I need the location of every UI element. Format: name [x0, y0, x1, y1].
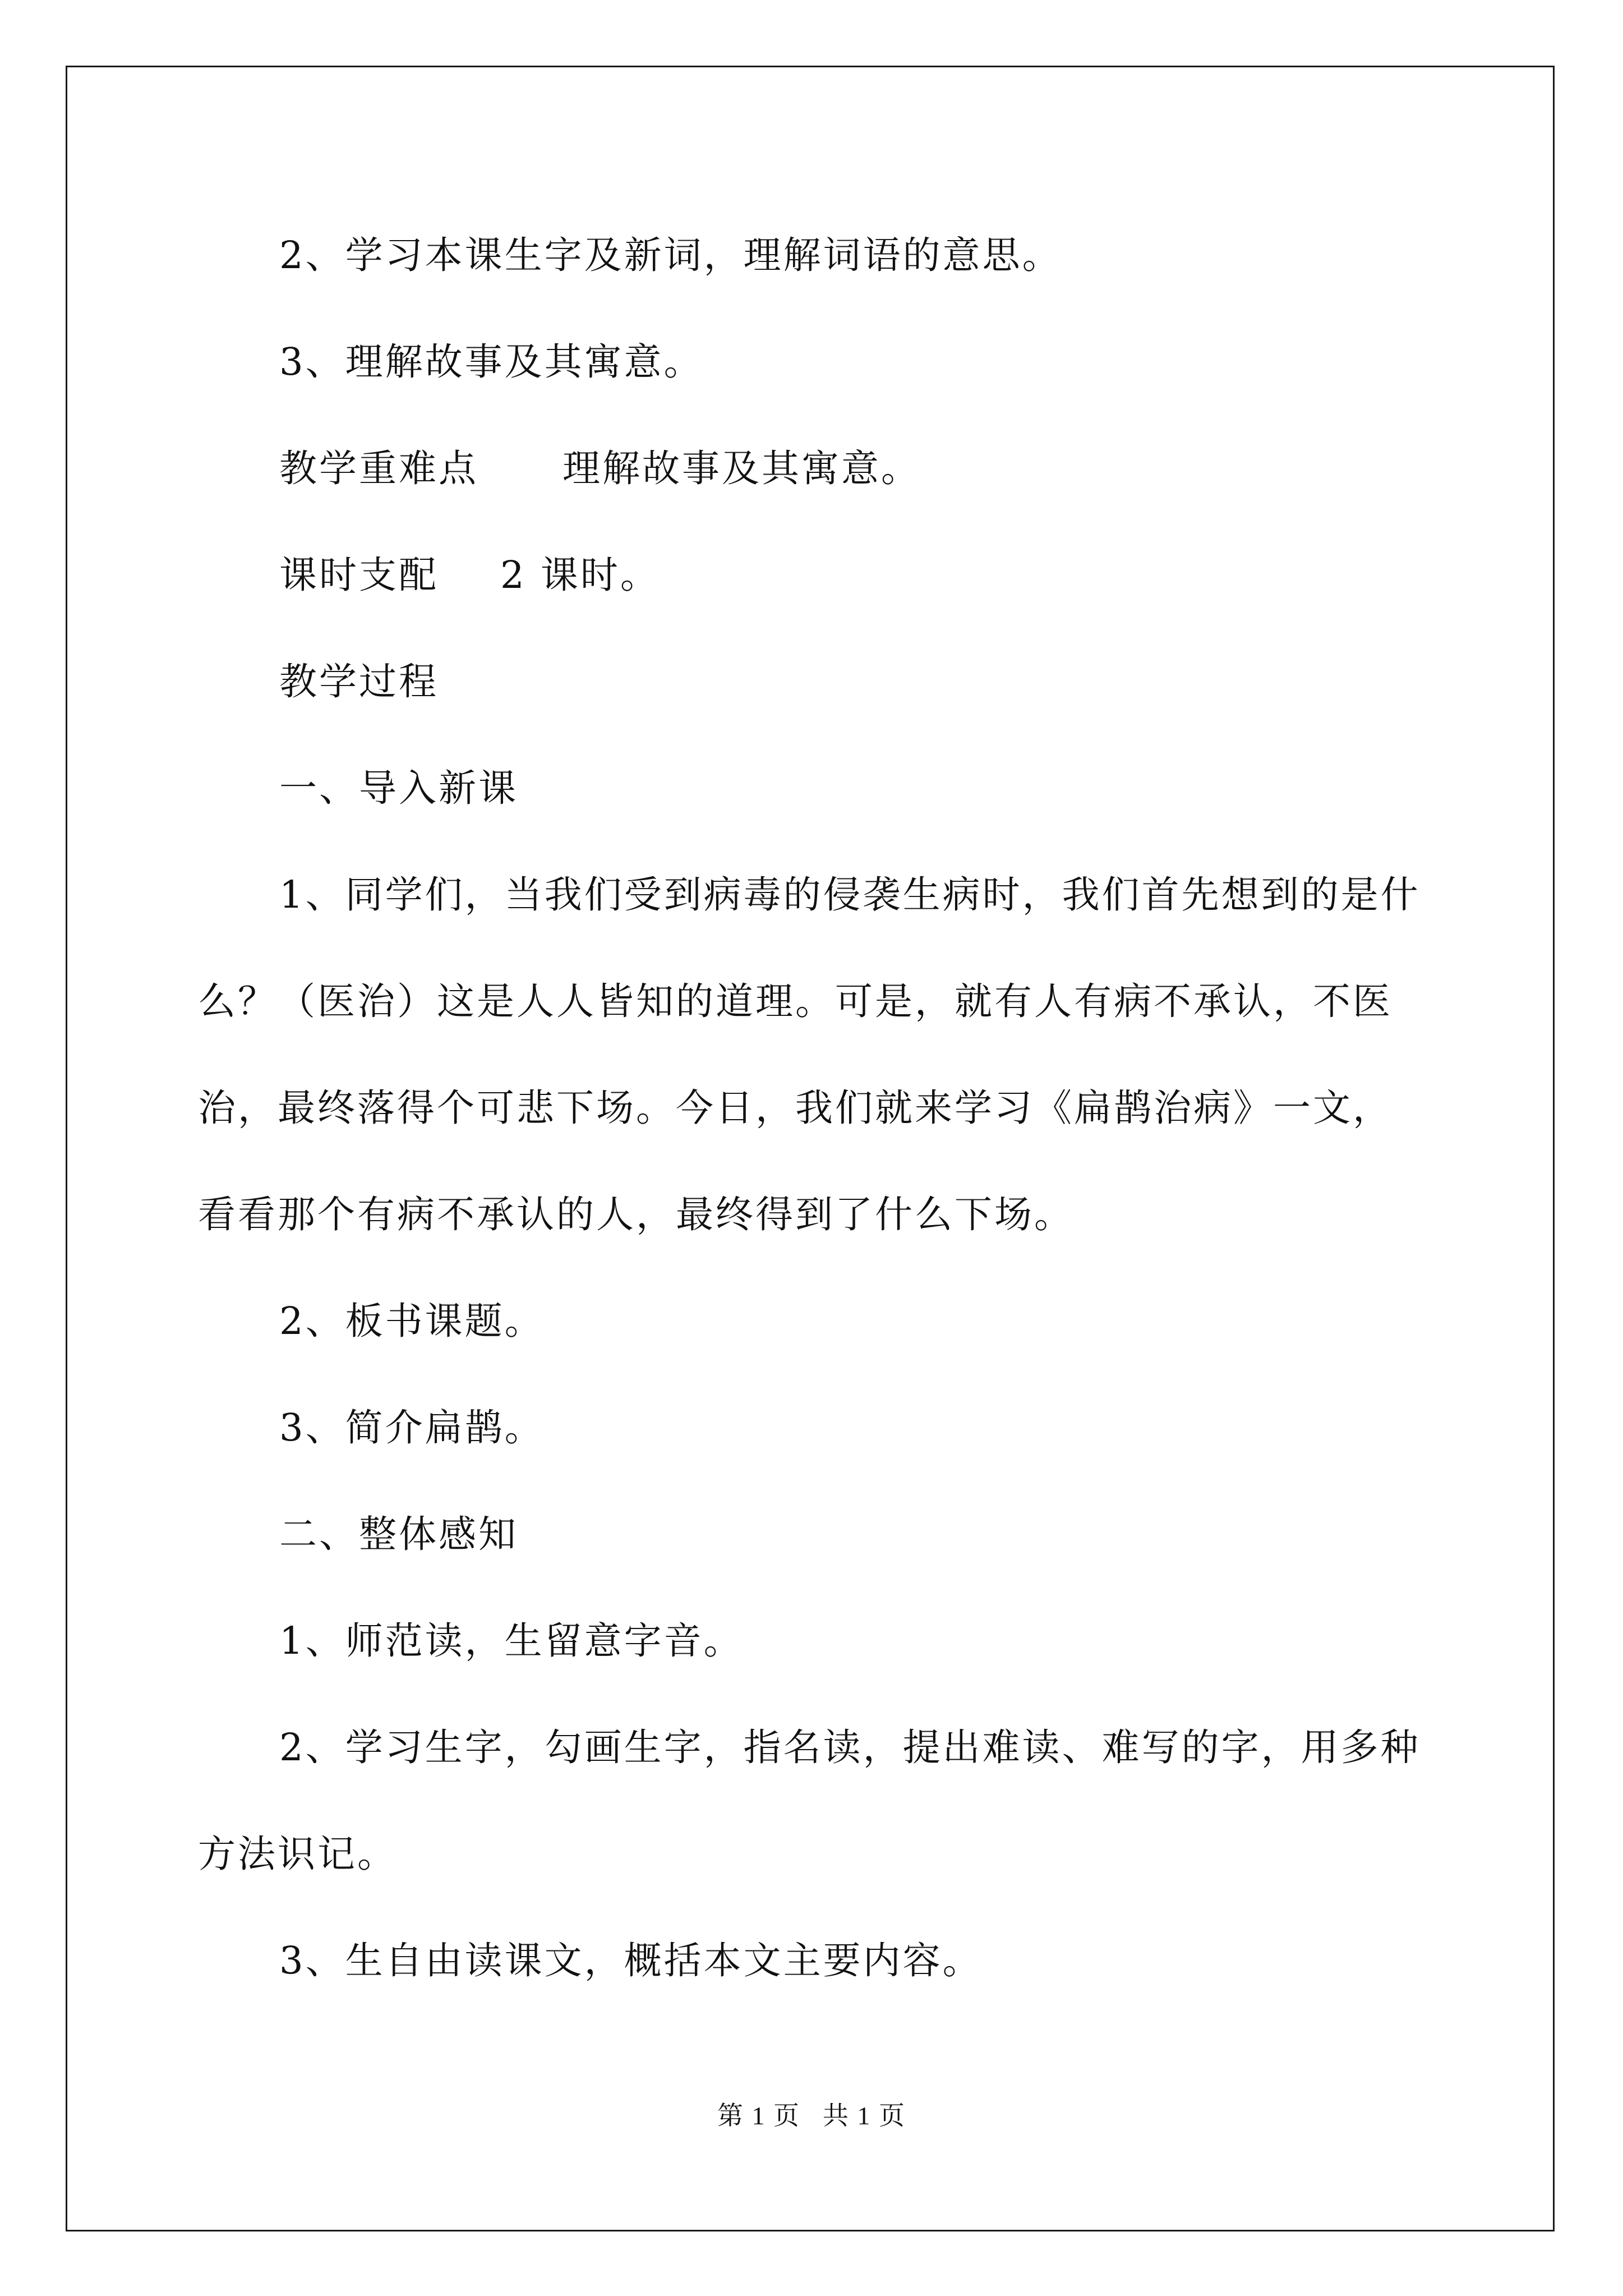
page-footer	[0, 2095, 1623, 2132]
paragraph-overall-3: 3、生自由读课文，概括本文主要内容。	[279, 1939, 983, 1982]
paragraph-intro-1-line4: 看看那个有病不承认的人，最终得到了什么下场。	[198, 1193, 1074, 1236]
section-heading-intro: 一、导入新课	[279, 766, 518, 810]
paragraph-class-hours	[198, 522, 1421, 628]
paragraph-key-difficulty	[198, 415, 1421, 522]
paragraph-overall-1: 1、师范读，生留意字音。	[279, 1619, 744, 1663]
section-heading-overall: 二、整体感知	[279, 1512, 518, 1556]
paragraph-objective-2: 2、学习本课生字及新词，理解词语的意思。	[279, 233, 1062, 277]
class-hours-label: 课时支配	[279, 553, 439, 597]
key-difficulty-value: 理解故事及其寓意。	[562, 447, 921, 490]
paragraph-intro-1-line3: 治，最终落得个可悲下场。今日，我们就来学习《扁鹊治病》一文，	[198, 1086, 1393, 1130]
key-difficulty-label: 教学重难点	[279, 447, 478, 490]
paragraph-teaching-process: 教学过程	[279, 660, 439, 703]
paragraph-overall-2-line1: 2、学习生字，勾画生字，指名读，提出难读、难写的字，用多种	[279, 1726, 1421, 1769]
paragraph-intro-2: 2、板书课题。	[279, 1299, 545, 1343]
paragraph-objective-3: 3、理解故事及其寓意。	[279, 340, 704, 384]
document-body	[198, 202, 1421, 2014]
paragraph-intro-3: 3、简介扁鹊。	[279, 1406, 545, 1450]
paragraph-intro-1-line2: 么？（医治）这是人人皆知的道理。可是，就有人有病不承认，不医	[198, 979, 1393, 1023]
page-total: 共 1 页	[823, 2101, 906, 2130]
paragraph-intro-1-line1: 1、同学们，当我们受到病毒的侵袭生病时，我们首先想到的是什	[279, 873, 1421, 917]
class-hours-value: 2 课时。	[500, 553, 660, 597]
paragraph-overall-2-line2: 方法识记。	[198, 1832, 397, 1876]
page-number: 第 1 页	[717, 2101, 800, 2130]
